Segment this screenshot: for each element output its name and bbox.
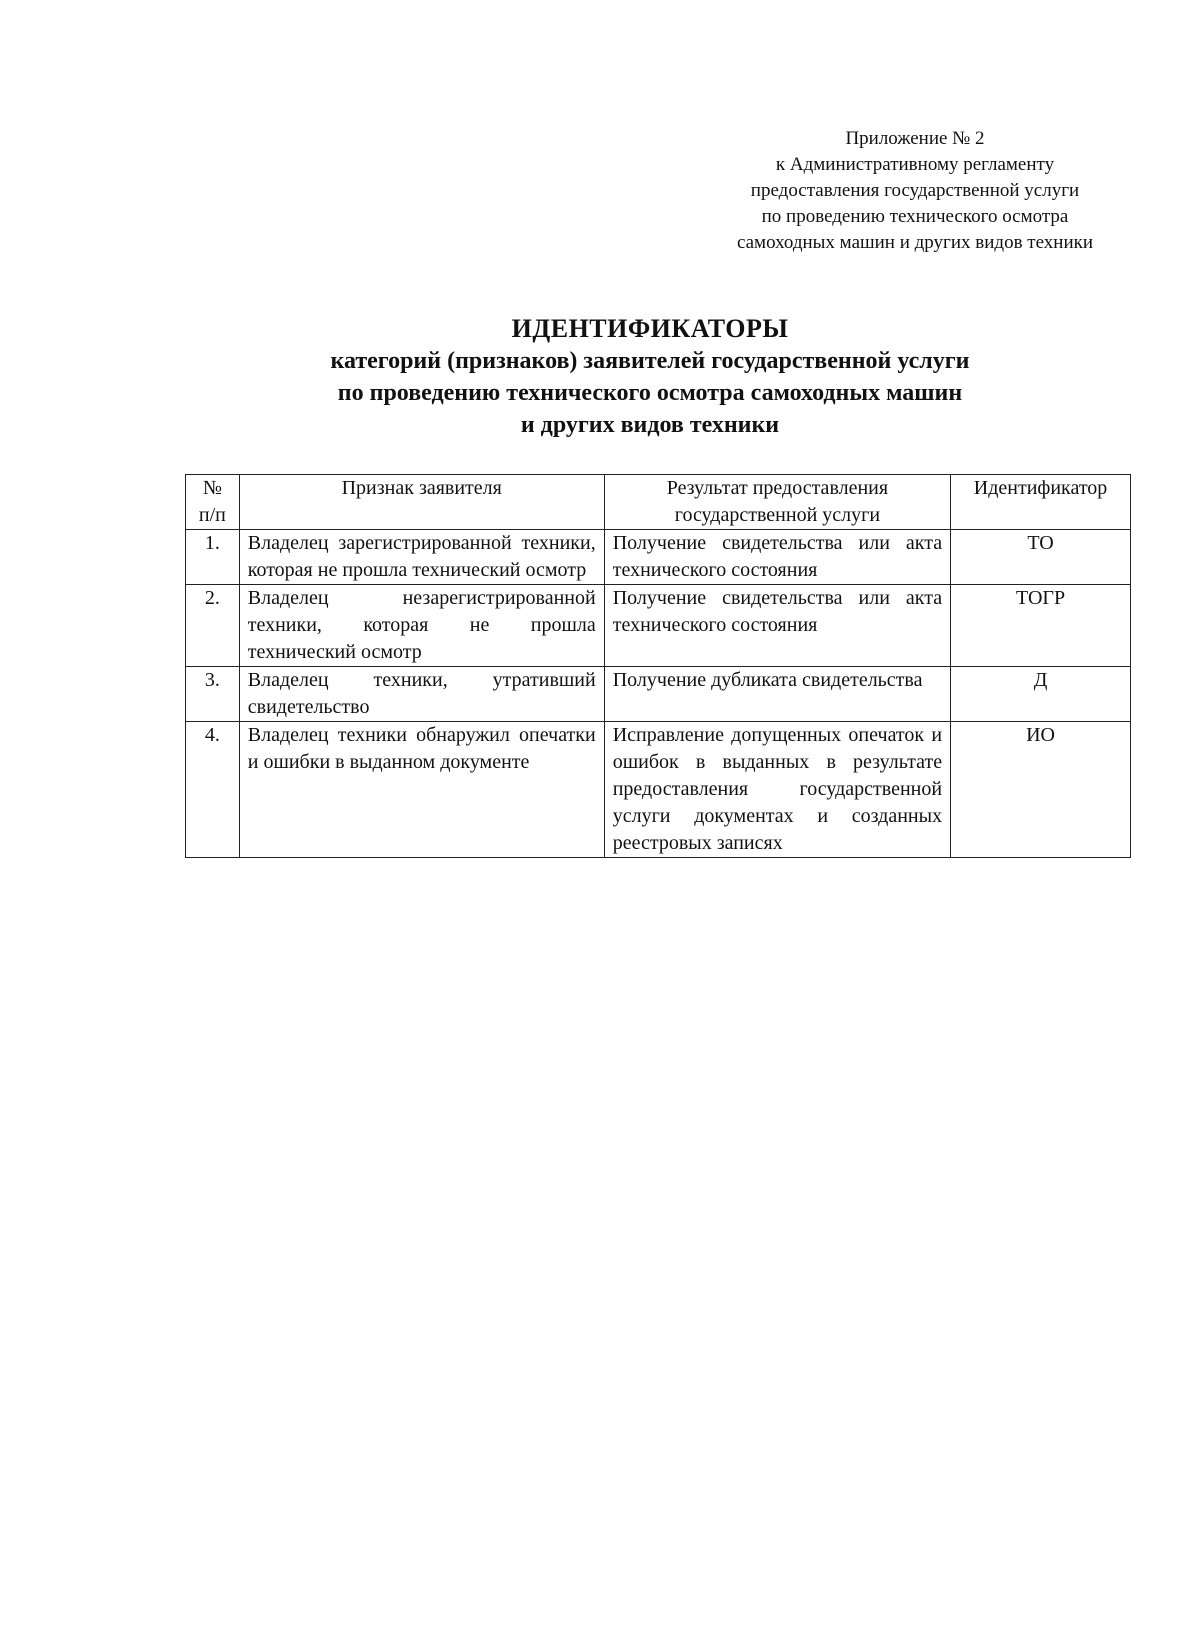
row-sign: Владелец незарегистрированной техники, которая не прошла технический осмотр xyxy=(239,585,604,667)
appendix-line-4: по проведению технического осмотра xyxy=(761,206,1069,227)
row-sign: Владелец техники обнаружил опечатки и ошибки в выданном документе xyxy=(239,722,604,858)
identifiers-table xyxy=(185,474,1131,858)
subtitle-line-1: категорий (признаков) заявителей государственной услуги xyxy=(330,348,970,374)
row-identifier: Д xyxy=(951,667,1131,722)
header-identifier: Идентификатор xyxy=(951,475,1131,530)
table-row xyxy=(186,585,1131,667)
row-num: 1. xyxy=(186,530,240,585)
row-identifier: ТОГР xyxy=(951,585,1131,667)
header-num xyxy=(186,475,240,530)
row-result: Получение свидетельства или акта технического состояния xyxy=(604,585,950,667)
table-header-row xyxy=(186,475,1131,530)
appendix-line-2: к Административному регламенту xyxy=(775,154,1055,175)
title-main: ИДЕНТИФИКАТОРЫ xyxy=(511,314,789,343)
table-row xyxy=(186,722,1131,858)
subtitle-line-3: и других видов техники xyxy=(520,412,780,438)
row-identifier: ИО xyxy=(951,722,1131,858)
row-identifier: ТО xyxy=(951,530,1131,585)
row-result: Получение дубликата свидетельства xyxy=(604,667,950,722)
document-title xyxy=(150,313,1150,441)
header-num-line2: п/п xyxy=(198,504,226,526)
row-result: Получение свидетельства или акта технического состояния xyxy=(604,530,950,585)
table-row xyxy=(186,530,1131,585)
row-num: 3. xyxy=(186,667,240,722)
row-sign: Владелец зарегистрированной техники, которая не прошла технический осмотр xyxy=(239,530,604,585)
appendix-line-1: Приложение № 2 xyxy=(845,128,985,149)
header-sign: Признак заявителя xyxy=(239,475,604,530)
subtitle-line-2: по проведению технического осмотра самоходных машин xyxy=(337,380,963,406)
row-result: Исправление допущенных опечаток и ошибок в выданных в результате предоставления государственной услуги документах и созданных реестровых записях xyxy=(604,722,950,858)
header-num-line1: № xyxy=(202,477,222,499)
table-row xyxy=(186,667,1131,722)
header-result: Результат предоставления государственной услуги xyxy=(604,475,950,530)
row-sign: Владелец техники, утративший свидетельство xyxy=(239,667,604,722)
appendix-line-5: самоходных машин и других видов техники xyxy=(736,232,1094,253)
row-num: 4. xyxy=(186,722,240,858)
row-num: 2. xyxy=(186,585,240,667)
appendix-line-3: предоставления государственной услуги xyxy=(750,180,1080,201)
appendix-block xyxy=(700,126,1130,256)
